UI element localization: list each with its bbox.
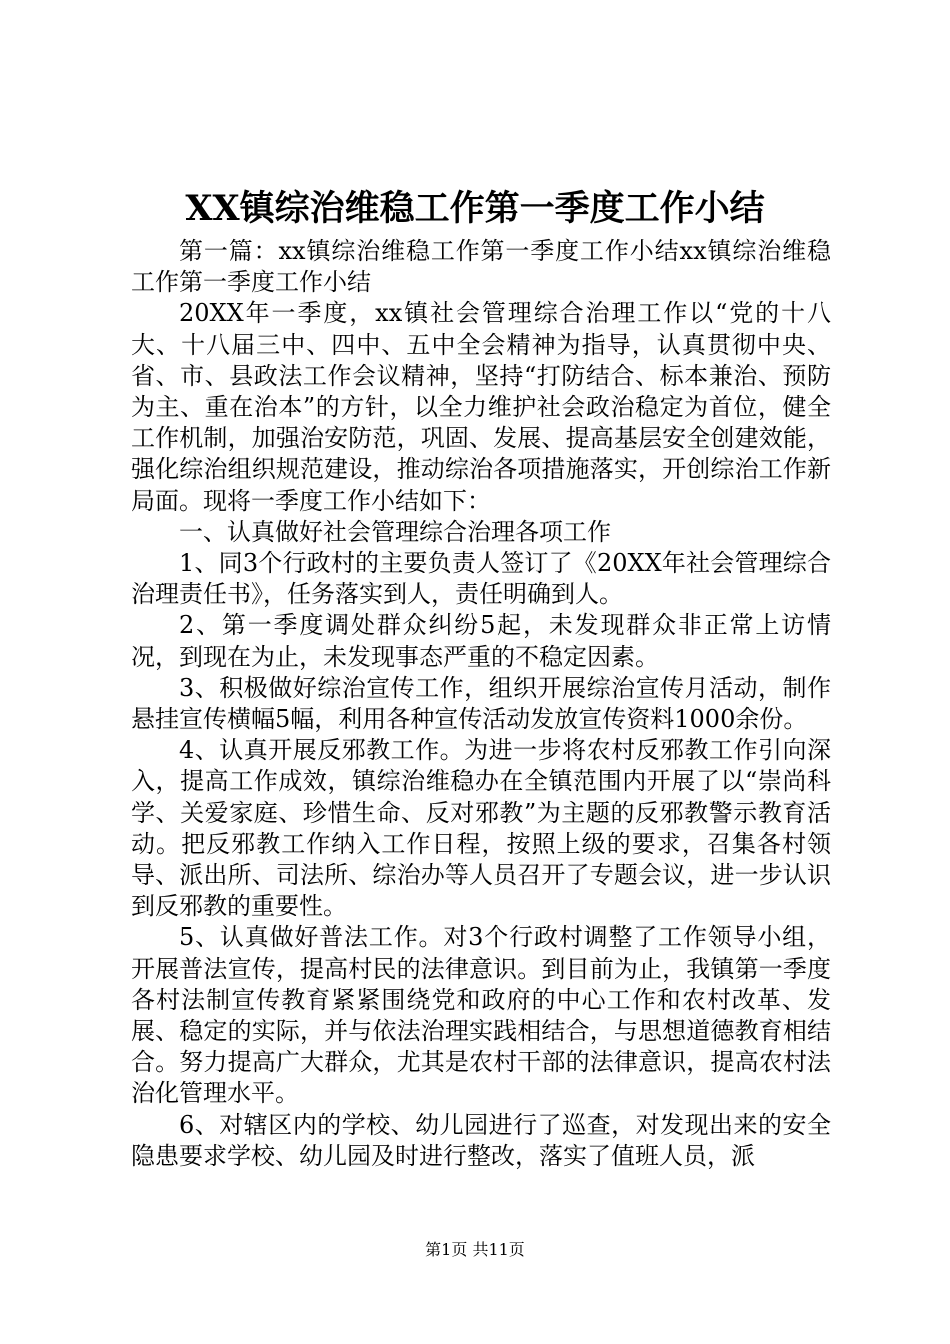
paragraph-overview: 20XX年一季度，xx镇社会管理综合治理工作以“党的十八大、十八届三中、四中、五中全会精神为指导，认真贯彻中央、省、市、县政法工作会议精神，坚持“打防结合、标本兼治、预防为主、重在治本”的方针，以全力维护社会政治稳定为首位，健全工作机制，加强治安防范，巩固、发展、提高基层安全创建效能，强化综治组织规范建设，推动综治各项措施落实，开创综治工作新局面。现将一季度工作小结如下：	[131, 299, 831, 515]
paragraph-item-6: 6、对辖区内的学校、幼儿园进行了巡查，对发现出来的安全隐患要求学校、幼儿园及时进行整改，落实了值班人员，派	[131, 1110, 831, 1170]
paragraph-item-5: 5、认真做好普法工作。对3个行政村调整了工作领导小组，开展普法宣传，提高村民的法律意识。到目前为止，我镇第一季度各村法制宣传教育紧紧围绕党和政府的中心工作和农村改革、发展、稳定的实际，并与依法治理实践相结合，与思想道德教育相结合。努力提高广大群众，尤其是农村干部的法律意识，提高农村法治化管理水平。	[131, 923, 831, 1108]
page-title: XX镇综治维稳工作第一季度工作小结	[185, 188, 765, 229]
page-number-footer: 第1页 共11页	[425, 1240, 525, 1259]
paragraph-intro: 第一篇：xx镇综治维稳工作第一季度工作小结xx镇综治维稳工作第一季度工作小结	[131, 237, 831, 297]
paragraph-item-2: 2、第一季度调处群众纠纷5起，未发现群众非正常上访情况，到现在为止，未发现事态严重的不稳定因素。	[131, 611, 831, 671]
document-body	[131, 236, 831, 1172]
paragraph-item-1: 1、同3个行政村的主要负责人签订了《20XX年社会管理综合治理责任书》，任务落实到人，责任明确到人。	[131, 549, 831, 609]
paragraph-item-3: 3、积极做好综治宣传工作，组织开展综治宣传月活动，制作悬挂宣传横幅5幅，利用各种宣传活动发放宣传资料1000余份。	[131, 673, 831, 734]
section-heading-1: 一、认真做好社会管理综合治理各项工作	[179, 517, 611, 546]
paragraph-item-4: 4、认真开展反邪教工作。为进一步将农村反邪教工作引向深入，提高工作成效，镇综治维稳办在全镇范围内开展了以“崇尚科学、关爱家庭、珍惜生命、反对邪教”为主题的反邪教警示教育活动。把反邪教工作纳入工作日程，按照上级的要求，召集各村领导、派出所、司法所、综治办等人员召开了专题会议，进一步认识到反邪教的重要性。	[131, 736, 831, 921]
